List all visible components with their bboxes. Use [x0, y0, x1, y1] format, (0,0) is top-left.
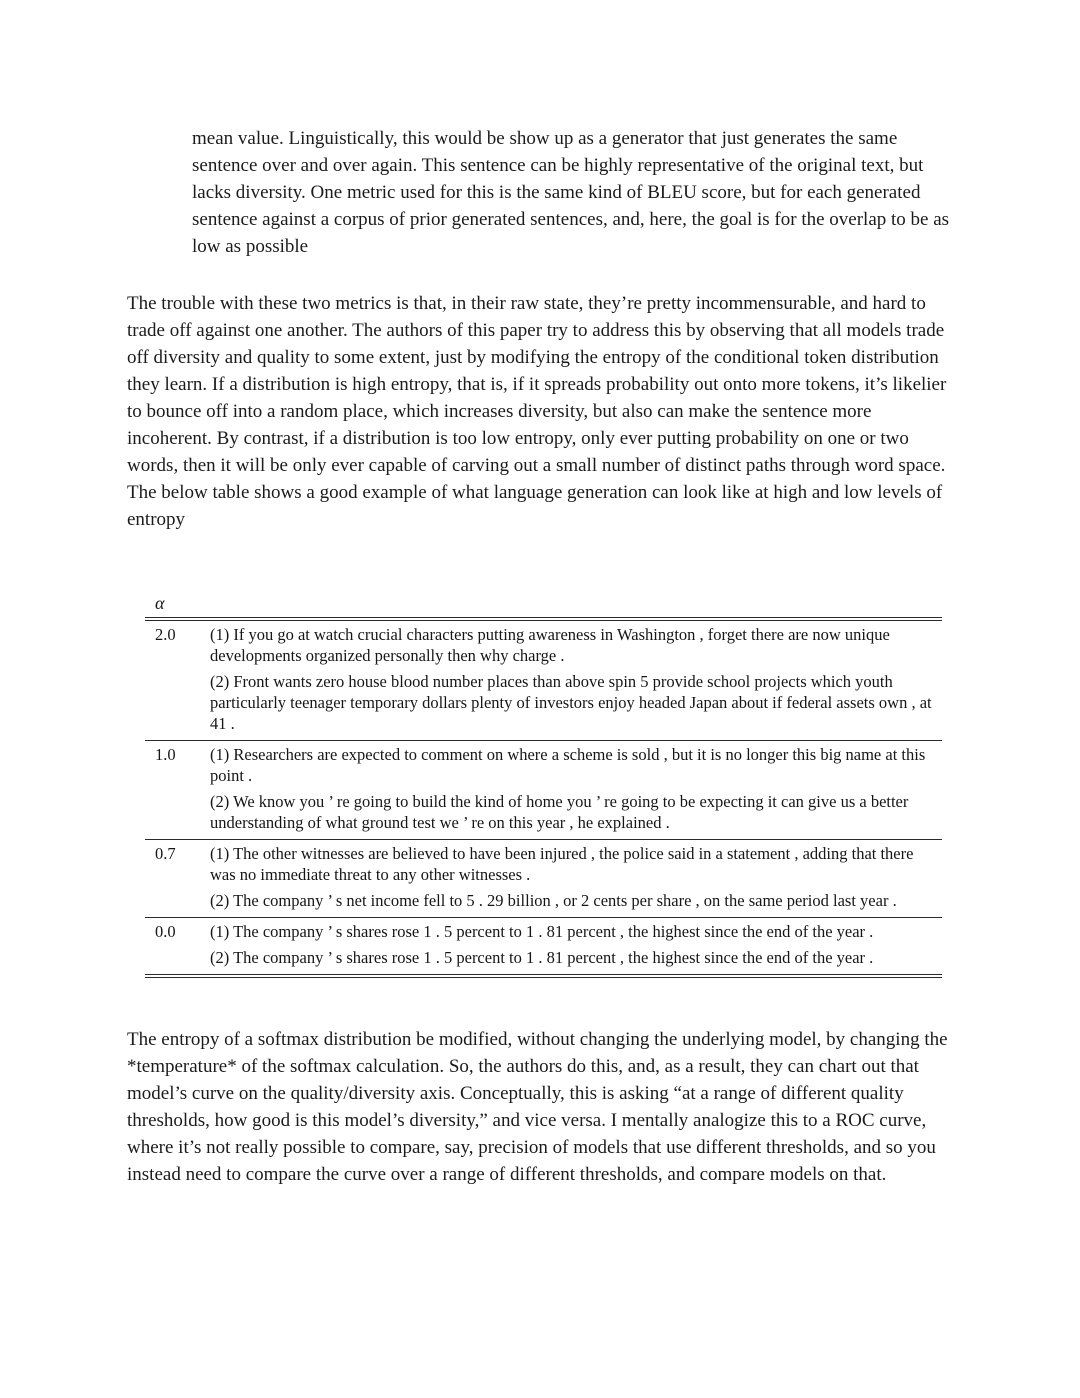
- sample-text-2: (2) Front wants zero house blood number places than above spin 5 provide school projects which youth particularly teenager temporary dollars plenty of investors enjoy headed Japan about if federal assets own , at 41 .: [210, 672, 932, 733]
- table-row: [145, 840, 942, 918]
- table-row: [145, 741, 942, 840]
- sample-text-2: (2) We know you ’ re going to build the kind of home you ’ re going to be expecting it can give us a better understanding of what ground test we ’ re on this year , he explained .: [210, 792, 909, 832]
- intro-paragraph: The trouble with these two metrics is that, in their raw state, they’re pretty incommensurable, and hard to trade off against one another. The authors of this paper try to address this by observing that all models trade off diversity and quality to some extent, just by modifying the entropy of the conditional token distribution they learn. If a distribution is high entropy, that is, if it spreads probability out onto more tokens, it’s likelier to bounce off into a random place, which increases diversity, but also can make the sentence more incoherent. By contrast, if a distribution is too low entropy, only ever putting probability on one or two words, then it will be only ever capable of carving out a small number of distinct paths through word space. The below table shows a good example of what language generation can look like at high and low levels of entropy: [127, 293, 947, 530]
- sample-text-2: (2) The company ’ s net income fell to 5 . 29 billion , or 2 cents per share , on the same period last year .: [210, 891, 897, 910]
- sample-text-1: (1) Researchers are expected to comment on where a scheme is sold , but it is no longer this big name at this point .: [210, 745, 926, 785]
- alpha-value: 0.0: [145, 918, 210, 977]
- sample-text-1: (1) If you go at watch crucial characters putting awareness in Washington , forget there are now unique developments organized personally then why charge .: [210, 625, 890, 665]
- sample-texts: [210, 918, 942, 977]
- entropy-samples-table: [145, 593, 942, 978]
- samples-column-header: [210, 593, 942, 619]
- table-header-row: [145, 593, 942, 619]
- outro-paragraph: The entropy of a softmax distribution be modified, without changing the underlying model, by changing the *temperature* of the softmax calculation. So, the authors do this, and, as a result, they can chart out that model’s curve on the quality/diversity axis. Conceptually, this is asking “at a range of different quality thresholds, how good is this model’s diversity,” and vice versa. I mentally analogize this to a ROC curve, where it’s not really possible to compare, say, precision of models that use different thresholds, and so you instead need to compare the curve over a range of different thresholds, and compare models on that.: [127, 1029, 948, 1185]
- sample-text-1: (1) The other witnesses are believed to have been injured , the police said in a statement , adding that there was no immediate threat to any other witnesses .: [210, 844, 914, 884]
- sample-texts: [210, 741, 942, 840]
- sample-text-1: (1) The company ’ s shares rose 1 . 5 percent to 1 . 81 percent , the highest since the end of the year .: [210, 922, 874, 941]
- quoted-paragraph: mean value. Linguistically, this would be show up as a generator that just generates the same sentence over and over again. This sentence can be highly representative of the original text, but lacks diversity. One metric used for this is the same kind of BLEU score, but for each generated sentence against a corpus of prior generated sentences, and, here, the goal is for the overlap to be as low as possible: [192, 128, 950, 257]
- table-row: [145, 918, 942, 977]
- alpha-value: 1.0: [145, 741, 210, 840]
- table-row: [145, 619, 942, 741]
- alpha-value: 0.7: [145, 840, 210, 918]
- sample-texts: [210, 619, 942, 741]
- sample-texts: [210, 840, 942, 918]
- alpha-column-header: α: [145, 593, 210, 619]
- sample-text-2: (2) The company ’ s shares rose 1 . 5 percent to 1 . 81 percent , the highest since the end of the year .: [210, 948, 874, 967]
- alpha-value: 2.0: [155, 625, 176, 644]
